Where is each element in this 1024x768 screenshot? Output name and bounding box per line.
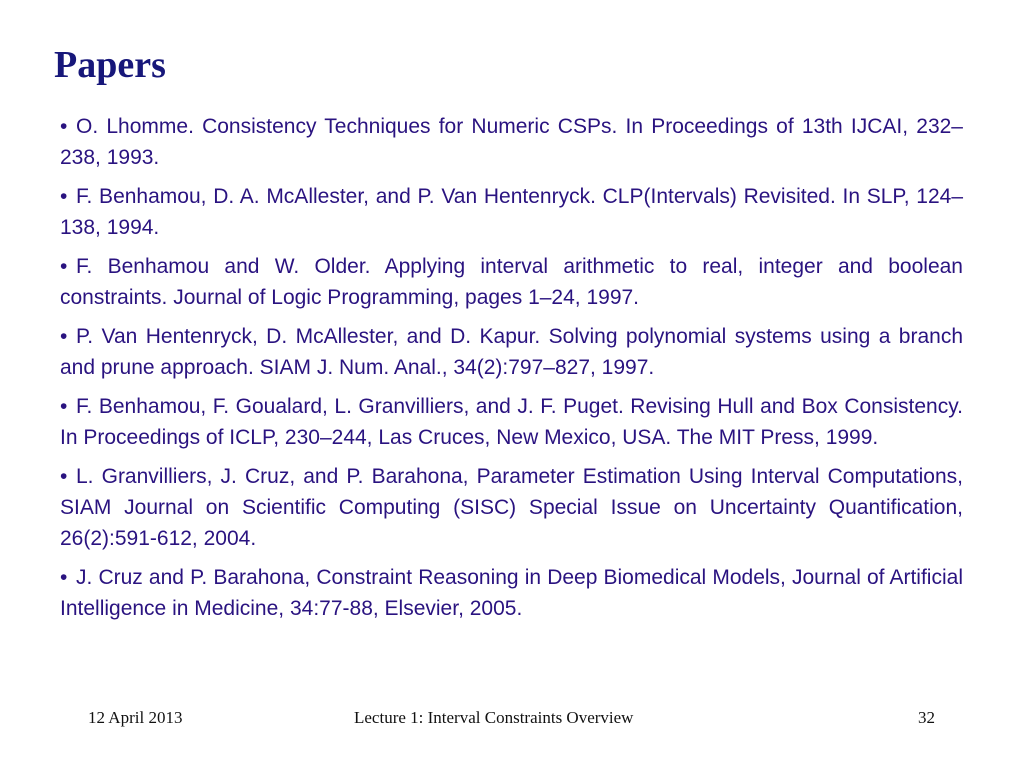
list-item (60, 562, 963, 624)
bullet-icon: • (60, 395, 68, 418)
bullet-icon: • (60, 185, 68, 208)
reference-text: J. Cruz and P. Barahona, Constraint Reasoning in Deep Biomedical Models, Journal of Artificial Intelligence in Medicine, 34:77-88, Elsevier, 2005. (60, 566, 963, 620)
bullet-icon: • (60, 325, 68, 348)
page-title: Papers (54, 44, 166, 86)
reference-list (60, 111, 963, 632)
reference-text: F. Benhamou and W. Older. Applying interval arithmetic to real, integer and boolean constraints. Journal of Logic Programming, pages 1–24, 1997. (60, 255, 963, 309)
footer-date: 12 April 2013 (88, 708, 183, 727)
bullet-icon: • (60, 566, 68, 589)
list-item (60, 111, 963, 173)
reference-text: P. Van Hentenryck, D. McAllester, and D. Kapur. Solving polynomial systems using a branch and prune approach. SIAM J. Num. Anal., 34(2):797–827, 1997. (60, 325, 963, 379)
list-item (60, 391, 963, 453)
list-item (60, 181, 963, 243)
reference-text: F. Benhamou, F. Goualard, L. Granvilliers, and J. F. Puget. Revising Hull and Box Consistency. In Proceedings of ICLP, 230–244, Las Cruces, New Mexico, USA. The MIT Press, 1999. (60, 395, 963, 449)
page-number: 32 (918, 708, 935, 727)
list-item (60, 251, 963, 313)
bullet-icon: • (60, 255, 68, 278)
list-item (60, 461, 963, 554)
reference-text: F. Benhamou, D. A. McAllester, and P. Van Hentenryck. CLP(Intervals) Revisited. In SLP, 124–138, 1994. (60, 185, 963, 239)
bullet-icon: • (60, 115, 68, 138)
reference-text: L. Granvilliers, J. Cruz, and P. Barahona, Parameter Estimation Using Interval Computations, SIAM Journal on Scientific Computing (SISC) Special Issue on Uncertainty Quantification, 26(2):591-612, 2004. (60, 465, 963, 550)
list-item (60, 321, 963, 383)
footer-lecture-title: Lecture 1: Interval Constraints Overview (354, 708, 634, 727)
reference-text: O. Lhomme. Consistency Techniques for Numeric CSPs. In Proceedings of 13th IJCAI, 232–238, 1993. (60, 115, 963, 169)
bullet-icon: • (60, 465, 68, 488)
